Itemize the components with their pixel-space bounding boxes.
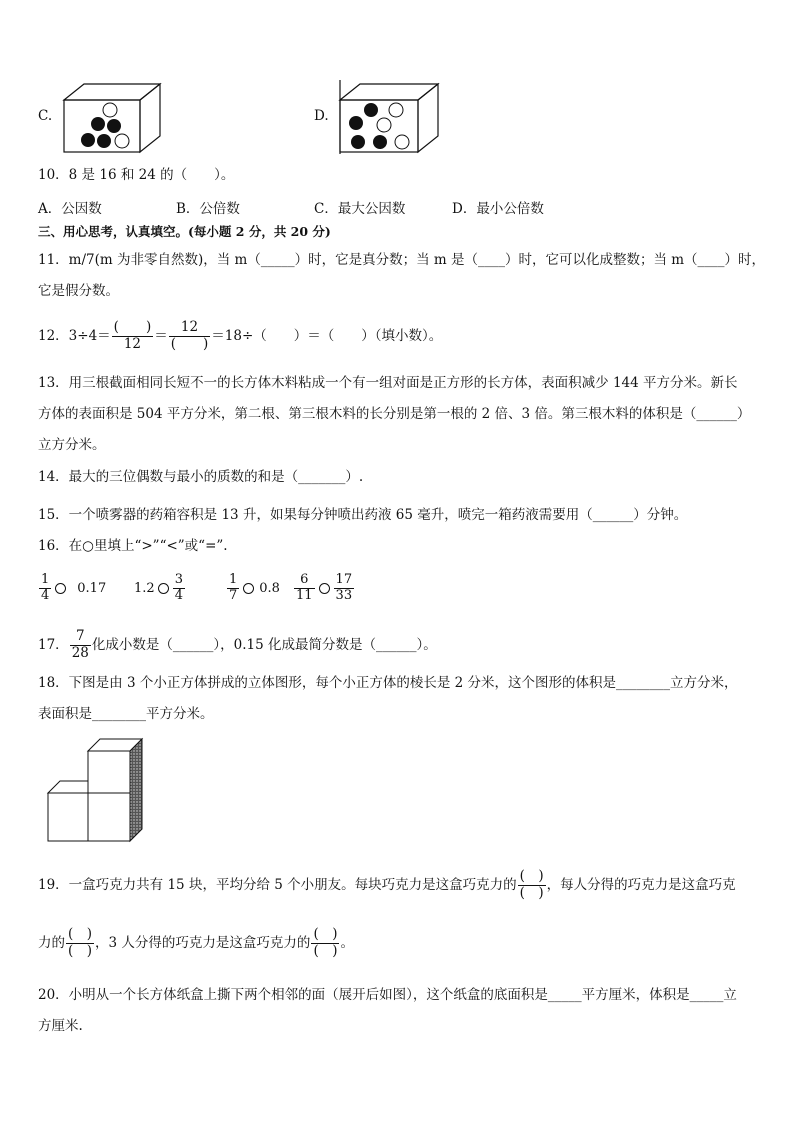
q10-stem: 10．8 是 16 和 24 的（ ）。 [38,167,235,183]
q19-blank-fraction-2[interactable]: $\frac{( )}{( )}$ [68,926,93,959]
q12 [38,314,442,358]
option-d-label[interactable]: D. [314,108,329,124]
compare-circle[interactable] [319,583,330,594]
q19-blank-fraction-1[interactable]: $\frac{( )}{( )}$ [519,868,544,901]
compare-circle[interactable] [243,583,254,594]
q17: 17． $\frac{7}{28}$ 化成小数是（______），0.15 化成最简分数是（______）。 [38,628,437,661]
q12-prefix: 12．3÷4＝ [38,328,111,344]
q16-item-3: $\frac{1}{7}$ 0.8 [229,572,280,603]
q12-suffix: ＝18÷（ ）＝（ ）（填小数）。 [211,328,443,344]
q18-line1: 18．下图是由 3 个小正方体拼成的立体图形，每个小正方体的棱长是 2 分米，这个图形的体积是________立方分米， [38,675,738,691]
q19-line2: 力的 $\frac{( )}{( )}$ ，3 人分得的巧克力是这盒巧克力的 $\frac{( )}{( )}$ 。 [38,926,354,959]
q13-line3: 立方分米。 [38,437,106,453]
option-d-figure [336,78,438,154]
q12-fraction-2: $\frac{12}{( )}$ [170,319,209,352]
q19-line1: 19．一盒巧克力共有 15 块，平均分给 5 个小朋友。每块巧克力是这盒巧克力的 $\frac{( )}{( )}$ ，每人分得的巧克力是这盒巧克 [38,868,736,901]
option-c-figure [60,82,160,154]
q18-line2: 表面积是________平方分米。 [38,706,214,722]
q16-stem: 16．在○里填上“>”“<”或“=”. [38,538,228,554]
q10-option-a[interactable]: A．公因数 [38,201,102,217]
q20-line1: 20．小明从一个长方体纸盒上撕下两个相邻的面（展开后如图），这个纸盒的底面积是_____平方厘米，体积是_____立 [38,987,737,1003]
q20-line2: 方厘米. [38,1018,83,1034]
q11-line1: 11．m/7(m 为非零自然数)，当 m（_____）时，它是真分数；当 m 是（____）时，它可以化成整数；当 m（____）时， [38,252,766,268]
cube-figure [46,735,146,845]
q16-item-4: $\frac{6}{11}$ $\frac{17}{33}$ [296,572,353,603]
section-3-heading: 三、用心思考，认真填空。(每小题 2 分，共 20 分) [38,224,331,239]
q12-fraction-1: $\frac{( )}{12}$ [113,319,152,352]
q14: 14．最大的三位偶数与最小的质数的和是（_______）. [38,469,364,485]
q11-line2: 它是假分数。 [38,283,119,299]
q10-option-c[interactable]: C．最大公因数 [314,201,406,217]
q10-option-d[interactable]: D．最小公倍数 [452,201,544,217]
q16-item-1: $\frac{1}{4}$ 0.17 [41,572,107,603]
compare-circle[interactable] [158,583,169,594]
q16-item-2: 1.2 $\frac{3}{4}$ [134,572,183,603]
q12-equals: ＝ [154,328,168,344]
q13-line2: 方体的表面积是 504 平方分米，第二根、第三根木料的长分别是第一根的 2 倍、3 倍。第三根木料的体积是（______） [38,406,751,422]
option-c-label[interactable]: C. [38,108,53,124]
q10-option-b[interactable]: B．公倍数 [176,201,240,217]
q19-blank-fraction-3[interactable]: $\frac{( )}{( )}$ [313,926,338,959]
q17-fraction: $\frac{7}{28}$ [71,628,89,661]
compare-circle[interactable] [55,583,66,594]
q13-line1: 13．用三根截面相同长短不一的长方体木料粘成一个有一组对面是正方形的长方体，表面积减少 144 平方分米。新长 [38,375,738,391]
q15: 15．一个喷雾器的药箱容积是 13 升，如果每分钟喷出药液 65 毫升，喷完一箱药液需要用（______）分钟。 [38,507,688,523]
